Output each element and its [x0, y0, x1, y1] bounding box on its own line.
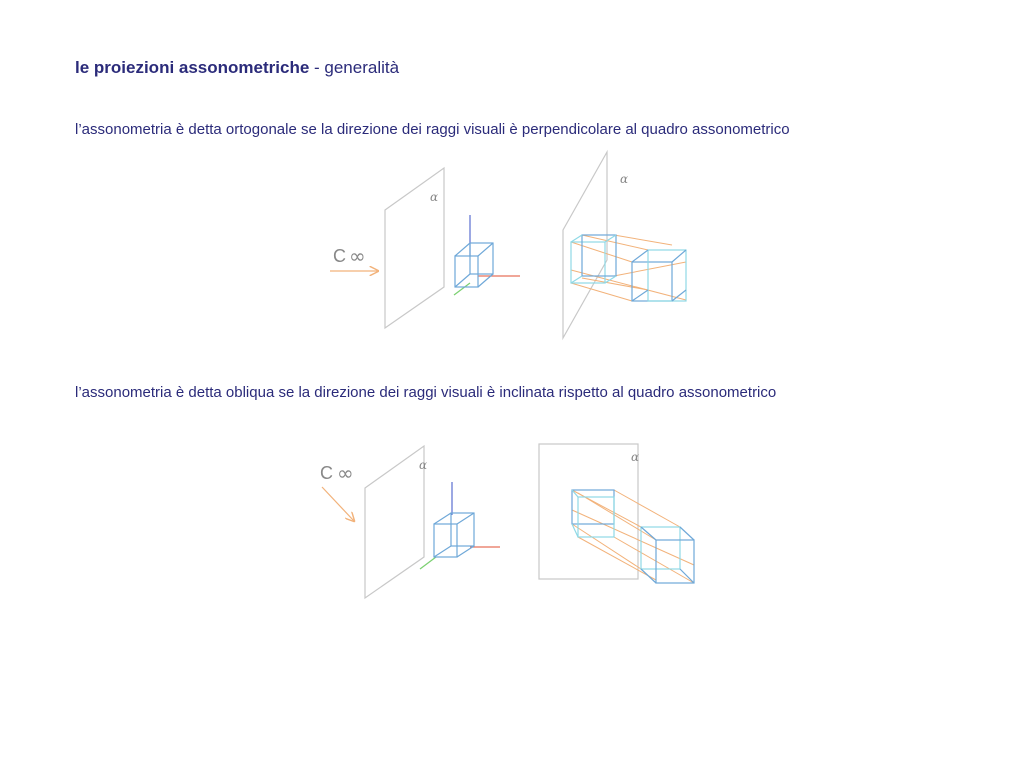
oblique-axes: [420, 482, 500, 569]
infinity-symbol-oblique: ∞: [337, 461, 354, 485]
caption-orthogonal: l’assonometria è detta ortogonale se la direzione dei raggi visuali è perpendicolare al quadro assonometrico: [75, 121, 790, 138]
title-rest: - generalità: [309, 58, 400, 77]
projection-rays: [571, 235, 686, 301]
axes: [454, 215, 520, 295]
oblique-picture-plane-right: [539, 444, 638, 579]
caption-oblique: l’assonometria è detta obliqua se la direzione dei raggi visuali è inclinata rispetto al quadro assonometrico: [75, 384, 777, 401]
infinity-symbol: ∞: [349, 244, 366, 268]
title-bold: le proiezioni assonometriche: [75, 58, 310, 77]
orthogonal-diagram: [330, 152, 686, 338]
oblique-plane-label-alpha: α: [419, 458, 428, 472]
projected-cube: [571, 235, 616, 283]
oblique-picture-plane: [365, 446, 424, 598]
oblique-cube: [434, 513, 474, 557]
oblique-diagram: [320, 444, 694, 598]
plane-label-alpha: α: [430, 190, 439, 204]
oblique-plane-label-alpha-right: α: [631, 450, 640, 464]
plane-label-alpha-right: α: [620, 172, 629, 186]
oblique-ray-arrow: [322, 487, 354, 521]
cube: [455, 243, 493, 287]
center-label-c-oblique: C: [320, 463, 333, 483]
picture-plane-right: [563, 152, 607, 338]
center-label-c: C: [333, 246, 346, 266]
oblique-projected-cube: [572, 490, 614, 537]
